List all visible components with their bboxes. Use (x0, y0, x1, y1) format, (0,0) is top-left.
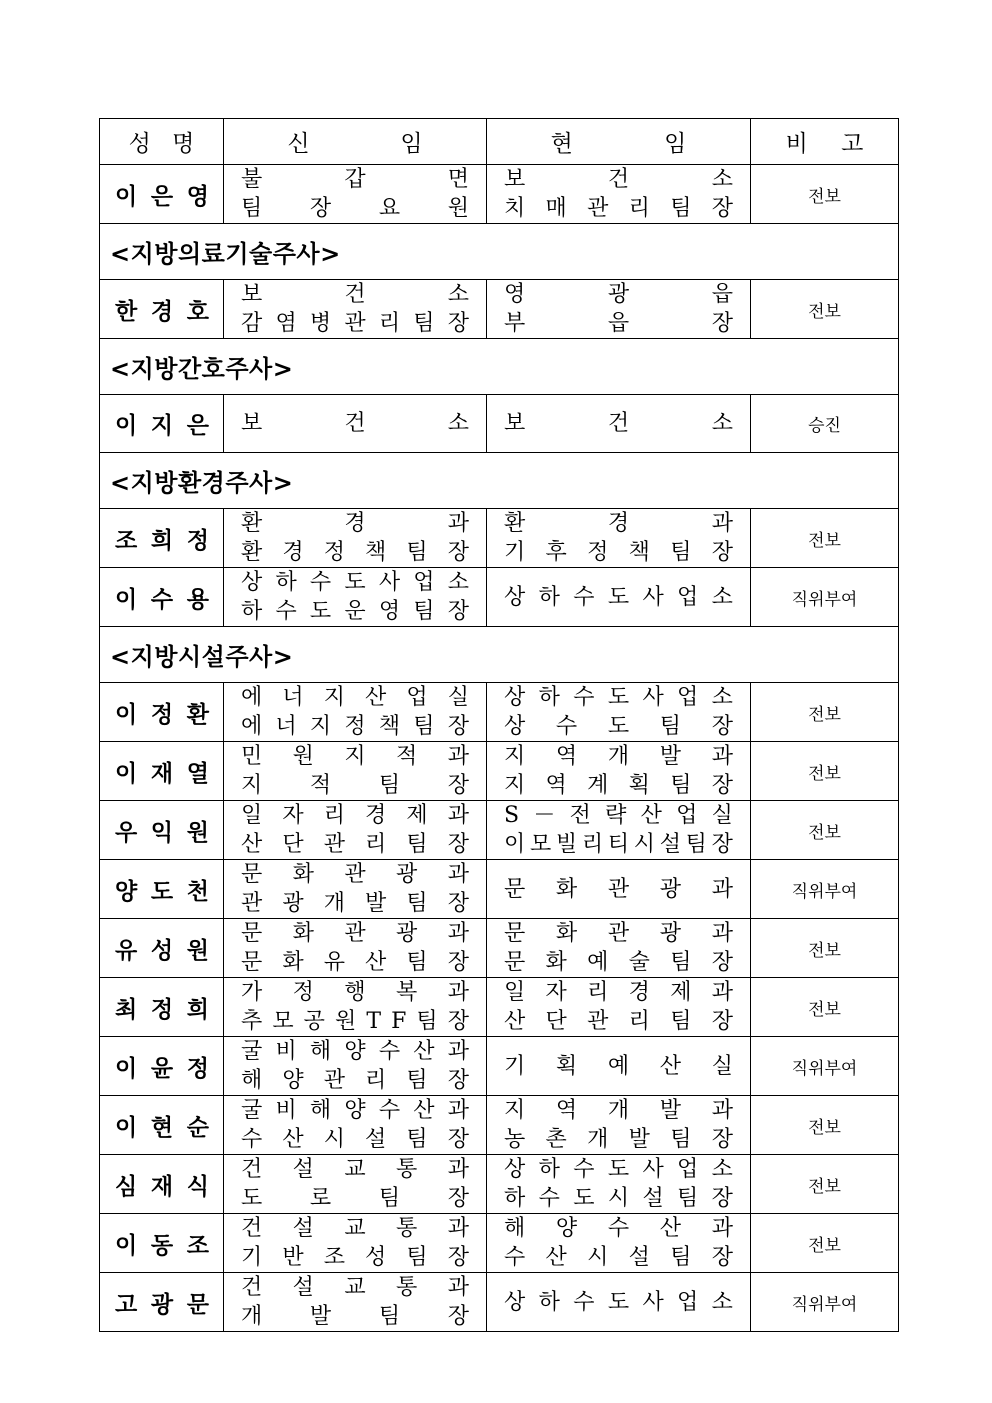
new-post (224, 409, 486, 438)
note-text: 전보 (808, 940, 841, 961)
note-cell (751, 165, 899, 224)
note-cell (751, 568, 899, 627)
section-cell (100, 224, 899, 280)
new-post-department: 건 설 교 통 과 (241, 1216, 469, 1241)
person-name: 최 정 희 (115, 995, 209, 1023)
note-cell (751, 801, 899, 860)
note-text: 직위부여 (791, 881, 858, 902)
new-post (224, 742, 486, 800)
section-title: <지방시설주사> (110, 643, 294, 671)
name-cell (100, 1214, 224, 1273)
new-post-department: 건 설 교 통 과 (241, 1157, 469, 1182)
current-post-department: 일 자 리 경 제 과 (504, 980, 733, 1005)
new-post-cell (224, 509, 487, 568)
current-post-cell (487, 978, 751, 1037)
header-note-cell (751, 119, 899, 165)
name-cell (100, 742, 224, 801)
current-post-department: 지 역 개 발 과 (504, 744, 733, 769)
person-name: 이 정 환 (115, 700, 209, 728)
current-post-department: S － 전 략 산 업 실 (504, 803, 733, 828)
note-text: 전보 (808, 822, 841, 843)
header-note: 비 고 (785, 131, 864, 157)
note-text: 전보 (808, 1176, 841, 1197)
person-name: 심 재 식 (115, 1172, 209, 1200)
new-post (224, 568, 486, 626)
current-post-cell (487, 509, 751, 568)
current-post-cell (487, 1155, 751, 1214)
current-post-department: 문 화 관 광 과 (504, 876, 733, 902)
new-post-team: 환 경 정 책 팀 장 (241, 540, 469, 565)
new-post (224, 683, 486, 741)
person-name: 이 재 열 (115, 759, 209, 787)
new-post (224, 978, 486, 1036)
current-post-team: 문 화 예 술 팀 장 (504, 950, 733, 975)
new-post-department: 보 건 소 (241, 411, 469, 436)
new-post-department: 문 화 관 광 과 (241, 921, 469, 946)
name-cell (100, 1155, 224, 1214)
new-post (224, 1037, 486, 1095)
section-title: <지방환경주사> (110, 469, 294, 497)
person-row (100, 280, 899, 339)
note-cell (751, 1096, 899, 1155)
note-cell (751, 919, 899, 978)
note-text: 전보 (808, 999, 841, 1020)
person-row (100, 1273, 899, 1332)
section-row (100, 224, 899, 280)
person-row (100, 978, 899, 1037)
new-post-team: 하 수 도 운 영 팀 장 (241, 599, 469, 624)
current-post-team: 상 수 도 팀 장 (504, 714, 733, 739)
new-post-cell (224, 801, 487, 860)
name-cell (100, 395, 224, 453)
person-name: 양 도 천 (115, 877, 209, 905)
person-name: 우 익 원 (115, 818, 209, 846)
new-post-cell (224, 1155, 487, 1214)
current-post-team: 지 역 계 획 팀 장 (504, 773, 733, 798)
new-post (224, 1273, 486, 1331)
new-post-department: 일 자 리 경 제 과 (241, 803, 469, 828)
current-post-team: 농 촌 개 발 팀 장 (504, 1127, 733, 1152)
current-post-department: 환 경 과 (504, 511, 733, 536)
person-row (100, 683, 899, 742)
new-post-team: 도 로 팀 장 (241, 1186, 469, 1211)
current-post (487, 1288, 750, 1317)
current-post (487, 409, 750, 438)
note-cell (751, 1155, 899, 1214)
section-row (100, 339, 899, 395)
current-post-department: 기 획 예 산 실 (504, 1053, 733, 1079)
new-post (224, 919, 486, 977)
new-post (224, 509, 486, 567)
new-post (224, 280, 486, 338)
current-post-team: 부 읍 장 (504, 311, 733, 336)
current-post-team: 이 모 빌 리 티 시 설 팀 장 (504, 832, 733, 857)
current-post-team: 하 수 도 시 설 팀 장 (504, 1186, 733, 1211)
note-cell (751, 978, 899, 1037)
new-post-team: 개 발 팀 장 (241, 1304, 469, 1329)
new-post-department: 환 경 과 (241, 511, 469, 536)
new-post-cell (224, 1096, 487, 1155)
new-post-team: 감 염 병 관 리 팀 장 (241, 311, 469, 336)
current-post (487, 509, 750, 567)
person-row (100, 395, 899, 453)
name-cell (100, 509, 224, 568)
current-post-department: 상 하 수 도 사 업 소 (504, 584, 733, 610)
current-post (487, 280, 750, 338)
note-cell (751, 860, 899, 919)
current-post-cell (487, 568, 751, 627)
person-name: 이 동 조 (115, 1231, 209, 1259)
current-post-cell (487, 919, 751, 978)
note-cell (751, 683, 899, 742)
header-name-cell (100, 119, 224, 165)
person-name: 한 경 호 (115, 297, 209, 325)
new-post-cell (224, 1273, 487, 1332)
section-cell (100, 627, 899, 683)
name-cell (100, 860, 224, 919)
current-post-department: 상 하 수 도 사 업 소 (504, 685, 733, 710)
person-row (100, 165, 899, 224)
person-name: 유 성 원 (115, 936, 209, 964)
new-post-department: 민 원 지 적 과 (241, 744, 469, 769)
person-row (100, 1155, 899, 1214)
new-post (224, 1155, 486, 1213)
name-cell (100, 1096, 224, 1155)
new-post-department: 보 건 소 (241, 282, 469, 307)
current-post-cell (487, 1273, 751, 1332)
person-row (100, 1096, 899, 1155)
note-text: 전보 (808, 704, 841, 725)
person-row (100, 860, 899, 919)
name-cell (100, 280, 224, 339)
current-post (487, 1096, 750, 1154)
person-name: 이 현 순 (115, 1113, 209, 1141)
header-current-post-cell (487, 119, 751, 165)
person-name: 이 윤 정 (115, 1054, 209, 1082)
current-post-department: 문 화 관 광 과 (504, 921, 733, 946)
current-post (487, 801, 750, 859)
new-post-team: 문 화 유 산 팀 장 (241, 950, 469, 975)
name-cell (100, 568, 224, 627)
current-post (487, 742, 750, 800)
note-cell (751, 1037, 899, 1096)
note-cell (751, 1214, 899, 1273)
section-cell (100, 453, 899, 509)
note-text: 승진 (808, 416, 841, 436)
current-post (487, 165, 750, 223)
name-cell (100, 801, 224, 860)
section-title: <지방의료기술주사> (110, 240, 341, 268)
new-post-department: 상 하 수 도 사 업 소 (241, 570, 469, 595)
header-name: 성 명 (128, 131, 195, 157)
current-post (487, 583, 750, 612)
current-post-department: 보 건 소 (504, 411, 733, 436)
header-new-post-cell (224, 119, 487, 165)
current-post-team: 수 산 시 설 팀 장 (504, 1245, 733, 1270)
new-post-team: 관 광 개 발 팀 장 (241, 891, 469, 916)
new-post-department: 문 화 관 광 과 (241, 862, 469, 887)
current-post (487, 978, 750, 1036)
note-text: 직위부여 (791, 1294, 858, 1315)
new-post-cell (224, 568, 487, 627)
note-text: 전보 (808, 1117, 841, 1138)
new-post-cell (224, 395, 487, 453)
new-post-team: 추 모 공 원 T F 팀 장 (241, 1009, 469, 1034)
current-post-department: 지 역 개 발 과 (504, 1098, 733, 1123)
new-post-team: 지 적 팀 장 (241, 773, 469, 798)
person-name: 조 희 정 (115, 526, 209, 554)
person-name: 이 지 은 (115, 412, 209, 439)
current-post-cell (487, 742, 751, 801)
new-post-team: 에 너 지 정 책 팀 장 (241, 714, 469, 739)
current-post (487, 1052, 750, 1081)
current-post-department: 보 건 소 (504, 167, 733, 192)
note-text: 전보 (808, 1235, 841, 1256)
new-post-department: 건 설 교 통 과 (241, 1275, 469, 1300)
current-post (487, 875, 750, 904)
person-name: 이 수 용 (115, 585, 209, 613)
new-post (224, 1096, 486, 1154)
new-post-team: 산 단 관 리 팀 장 (241, 832, 469, 857)
note-text: 전보 (808, 301, 841, 322)
current-post-cell (487, 860, 751, 919)
person-row (100, 801, 899, 860)
person-row (100, 509, 899, 568)
note-text: 전보 (808, 763, 841, 784)
name-cell (100, 165, 224, 224)
note-cell (751, 509, 899, 568)
current-post-cell (487, 395, 751, 453)
name-cell (100, 1273, 224, 1332)
current-post (487, 1214, 750, 1272)
person-name: 고 광 문 (115, 1290, 209, 1318)
current-post-department: 상 하 수 도 사 업 소 (504, 1289, 733, 1315)
new-post-cell (224, 742, 487, 801)
note-text: 전보 (808, 530, 841, 551)
name-cell (100, 683, 224, 742)
header-row (100, 119, 899, 165)
new-post-department: 불 갑 면 (241, 167, 469, 192)
current-post-cell (487, 1214, 751, 1273)
note-text: 전보 (808, 186, 841, 207)
person-row (100, 919, 899, 978)
current-post-cell (487, 1096, 751, 1155)
new-post-cell (224, 919, 487, 978)
person-row (100, 742, 899, 801)
name-cell (100, 978, 224, 1037)
current-post-cell (487, 683, 751, 742)
current-post-cell (487, 165, 751, 224)
new-post-department: 가 정 행 복 과 (241, 980, 469, 1005)
current-post-department: 영 광 읍 (504, 282, 733, 307)
person-name: 이 은 영 (115, 182, 209, 210)
new-post-cell (224, 683, 487, 742)
new-post (224, 860, 486, 918)
new-post-cell (224, 165, 487, 224)
current-post-team: 산 단 관 리 팀 장 (504, 1009, 733, 1034)
person-row (100, 1214, 899, 1273)
current-post-cell (487, 801, 751, 860)
personnel-table (99, 118, 899, 1332)
new-post (224, 165, 486, 223)
note-text: 직위부여 (791, 1058, 858, 1079)
note-cell (751, 280, 899, 339)
section-row (100, 453, 899, 509)
current-post (487, 683, 750, 741)
current-post-cell (487, 1037, 751, 1096)
new-post-cell (224, 1037, 487, 1096)
current-post (487, 919, 750, 977)
person-row (100, 568, 899, 627)
current-post-department: 상 하 수 도 사 업 소 (504, 1157, 733, 1182)
new-post (224, 801, 486, 859)
note-cell (751, 1273, 899, 1332)
name-cell (100, 1037, 224, 1096)
person-row (100, 1037, 899, 1096)
new-post (224, 1214, 486, 1272)
new-post-department: 굴 비 해 양 수 산 과 (241, 1098, 469, 1123)
header-current-post: 현 임 (550, 131, 687, 157)
new-post-cell (224, 860, 487, 919)
current-post-team: 치 매 관 리 팀 장 (504, 196, 733, 221)
header-new-post: 신 임 (287, 131, 423, 157)
new-post-team: 팀 장 요 원 (241, 196, 469, 221)
current-post-cell (487, 280, 751, 339)
note-text: 직위부여 (791, 589, 858, 610)
new-post-cell (224, 978, 487, 1037)
current-post-team: 기 후 정 책 팀 장 (504, 540, 733, 565)
section-cell (100, 339, 899, 395)
note-cell (751, 742, 899, 801)
current-post-department: 해 양 수 산 과 (504, 1216, 733, 1241)
section-title: <지방간호주사> (110, 355, 294, 383)
new-post-department: 굴 비 해 양 수 산 과 (241, 1039, 469, 1064)
new-post-team: 수 산 시 설 팀 장 (241, 1127, 469, 1152)
section-row (100, 627, 899, 683)
new-post-team: 해 양 관 리 팀 장 (241, 1068, 469, 1093)
personnel-table-body (100, 119, 899, 1332)
note-cell (751, 395, 899, 453)
new-post-department: 에 너 지 산 업 실 (241, 685, 469, 710)
new-post-team: 기 반 조 성 팀 장 (241, 1245, 469, 1270)
name-cell (100, 919, 224, 978)
new-post-cell (224, 1214, 487, 1273)
new-post-cell (224, 280, 487, 339)
current-post (487, 1155, 750, 1213)
